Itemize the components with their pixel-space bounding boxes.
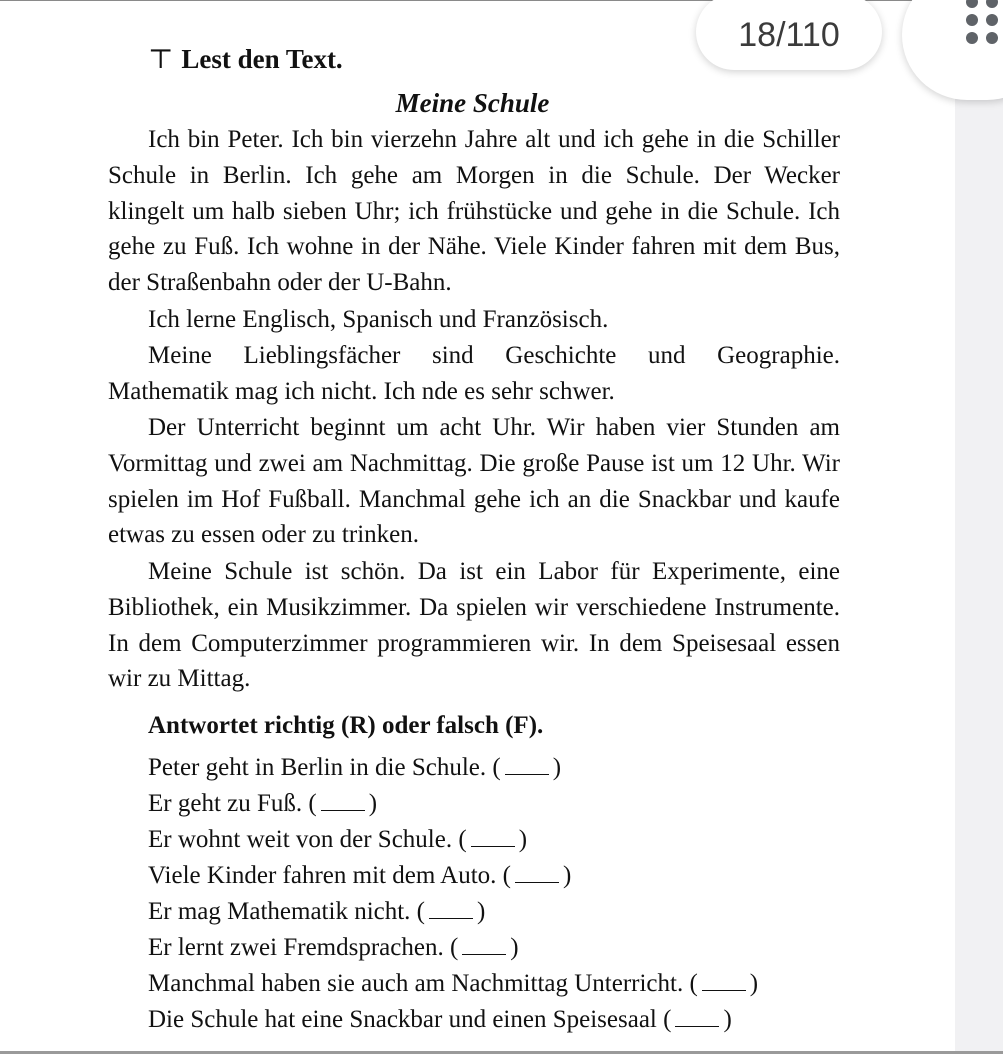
answer-blank[interactable] — [505, 754, 549, 775]
question-close: ) — [723, 1006, 732, 1033]
question-close: ) — [518, 826, 528, 853]
dot — [966, 32, 978, 44]
text-title: Meine Schule — [395, 88, 550, 118]
dot — [986, 14, 998, 26]
paragraph-3: Meine Lieblingsfächer sind Geschichte und Geographie. Mathematik mag ich nicht. Ich nde es sehr schwer. — [108, 342, 840, 405]
question-close: ) — [368, 790, 378, 817]
scroll-gutter[interactable] — [955, 90, 1003, 1054]
question-text: Er mag Mathematik nicht. ( — [148, 898, 426, 925]
instruction-text: Lest den Text. — [181, 44, 343, 74]
question-text: Die Schule hat eine Snackbar und einen Speisesaal ( — [148, 1006, 672, 1033]
question-text: Viele Kinder fahren mit dem Auto. ( — [148, 862, 511, 889]
answer-blank[interactable] — [675, 1006, 719, 1027]
question-text: Er wohnt weit von der Schule. ( — [148, 826, 467, 853]
dot — [966, 14, 978, 26]
question-1 — [148, 754, 561, 782]
paragraph-5: Meine Schule ist schön. Da ist ein Labor für Experimente, eine Bibliothek, ein Musikzimmer. Da spielen wir verschiedene Instrumente. In dem Computerzimmer programmieren wir. In dem Speisesaal essen wir zu Mittag. — [108, 558, 840, 693]
paragraph-2: Ich lerne Englisch, Spanisch und Französisch. — [148, 306, 609, 333]
question-close: ) — [477, 898, 486, 925]
dots-menu-icon[interactable] — [962, 0, 1002, 48]
question-4 — [148, 862, 571, 890]
paragraph-4: Der Unterricht beginnt um acht Uhr. Wir haben vier Stunden am Vormittag und zwei am Nachmittag. Die große Pause ist um 12 Uhr. Wir spielen im Hof Fußball. Manchmal gehe ich an die Snackbar und kaufe etwas zu essen oder zu trinken. — [108, 414, 840, 549]
questions-heading: Antwortet richtig (R) oder falsch (F). — [148, 712, 544, 739]
answer-blank[interactable] — [462, 934, 506, 955]
question-text: Er geht zu Fuß. ( — [148, 790, 317, 817]
question-text: Er lernt zwei Fremdsprachen. ( — [148, 934, 459, 961]
answer-blank[interactable] — [471, 826, 515, 847]
page-indicator[interactable]: 18/110 — [696, 0, 882, 70]
paragraph-1: Ich bin Peter. Ich bin vierzehn Jahre alt und ich gehe in die Schiller Schule in Berlin. Ich gehe am Morgen in die Schule. Der Wecker klingelt um halb sieben Uhr; ich frühstücke und gehe in die Schule. Ich gehe zu Fuß. Ich wohne in der Nähe. Viele Kinder fahren mit dem Bus, der Straßenbahn oder der U-Bahn. — [108, 126, 840, 297]
dot — [986, 32, 998, 44]
question-close: ) — [510, 934, 519, 961]
answer-blank[interactable] — [702, 970, 746, 991]
question-7 — [148, 970, 758, 998]
answer-blank[interactable] — [429, 898, 473, 919]
dot — [986, 0, 998, 8]
question-8 — [148, 1006, 732, 1034]
answer-blank[interactable] — [321, 790, 365, 811]
question-6 — [148, 934, 519, 962]
question-close: ) — [749, 970, 759, 997]
question-text: Manchmal haben sie auch am Nachmittag Unterricht. ( — [148, 970, 698, 997]
question-3 — [148, 826, 527, 854]
question-2 — [148, 790, 377, 818]
question-text: Peter geht in Berlin in die Schule. ( — [148, 754, 501, 781]
answer-blank[interactable] — [515, 862, 559, 883]
instruction-heading — [148, 44, 343, 75]
question-close: ) — [562, 862, 572, 889]
instruction-symbol: ⊤ — [148, 44, 174, 74]
question-close: ) — [552, 754, 562, 781]
dot — [966, 0, 978, 8]
question-5 — [148, 898, 485, 926]
